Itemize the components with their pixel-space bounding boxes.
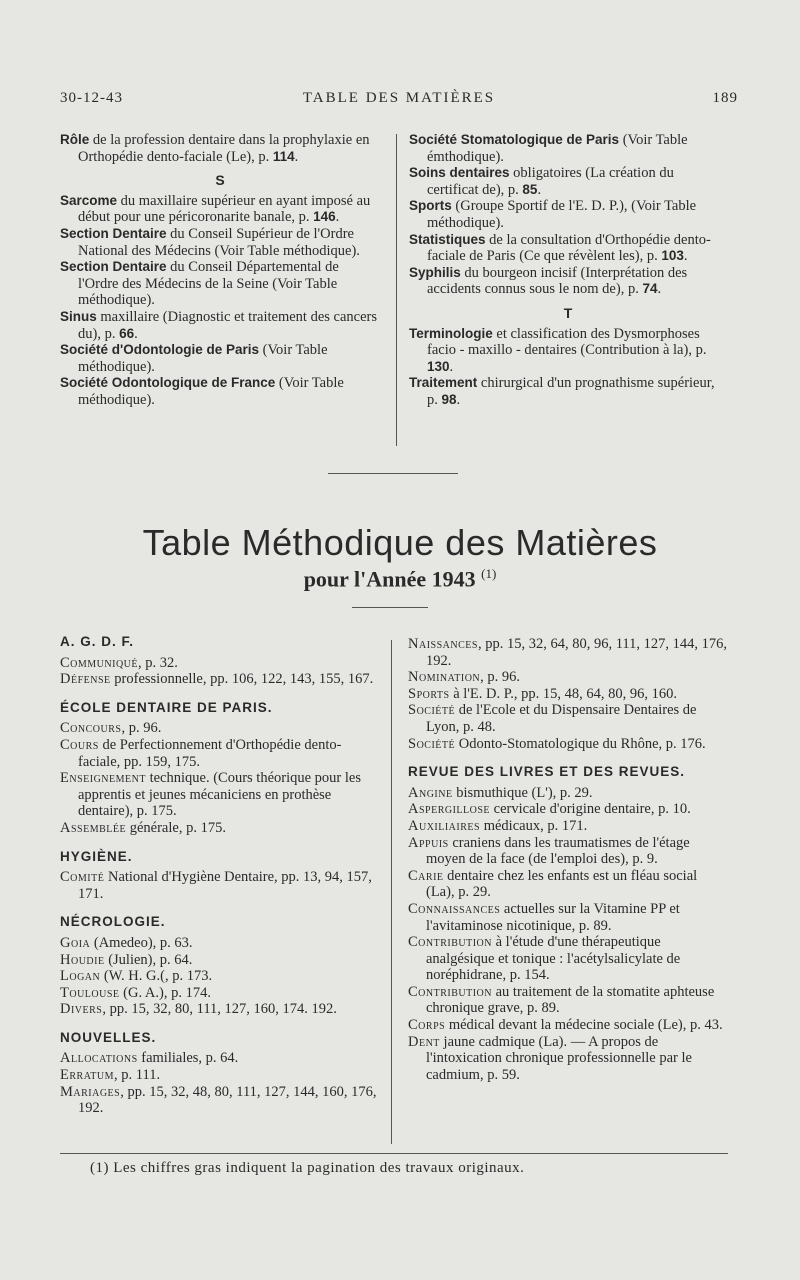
entry-text: générale, p. 175.	[126, 819, 226, 836]
entry-text: et classification des Dysmorphoses facio - maxillo - dentaires (Contribution à la), p.	[427, 325, 707, 359]
index-entry	[408, 984, 728, 1017]
entry-keyword: Connaissances	[408, 900, 501, 917]
entry-keyword: Toulouse	[60, 984, 120, 1001]
section-heading-revue: REVUE DES LIVRES ET DES REVUES.	[408, 764, 686, 780]
index-entry	[60, 1067, 378, 1084]
letter-heading-t: T	[563, 304, 573, 321]
index-entry	[60, 968, 378, 985]
header-title: TABLE DES MATIÈRES	[302, 90, 496, 106]
entry-end: .	[134, 325, 138, 342]
entry-text: , pp. 15, 32, 48, 80, 111, 127, 144, 160, 176, 192.	[78, 1083, 377, 1117]
entry-keyword: Houdie	[60, 951, 105, 968]
entry-text: actuelles sur la Vitamine PP et l'avitaminose nicotinique, p. 89.	[426, 900, 680, 934]
entry-text: (Julien), p. 64.	[104, 951, 193, 968]
entry-keyword: Auxiliaires	[408, 817, 481, 834]
entry-page: 74	[642, 281, 658, 297]
entry-keyword: Mariages	[60, 1083, 121, 1100]
entry-text: du Conseil Supérieur de l'Ordre National des Médecins (Voir Table méthodique).	[78, 225, 360, 259]
entry-keyword: Contribution	[408, 934, 492, 951]
index-entry	[60, 737, 378, 770]
entry-text: technique. (Cours théorique pour les apprentis et jeunes mécaniciens en prothèse dentaire), p. 175.	[78, 770, 361, 820]
entry-text: à l'E. D. P., pp. 15, 48, 64, 80, 96, 160.	[449, 685, 677, 702]
index-entry	[408, 736, 728, 753]
entry-text: à l'étude d'une thérapeutique analgésique et tonique : l'acétylsalicylate de noréphidrane, p. 154.	[426, 934, 681, 984]
index-entry	[408, 801, 728, 818]
entry-text: (W. H. G.(, p. 173.	[100, 968, 213, 985]
index-entry	[409, 198, 727, 231]
entry-keyword: Aspergillose	[408, 801, 491, 818]
entry-text: jaune cadmique (La). — A propos de l'intoxication chronique professionnelle par le cadmium, p. 59.	[426, 1033, 692, 1083]
entry-keyword: Terminologie	[409, 325, 493, 341]
running-header	[60, 90, 738, 112]
index-entry	[408, 669, 728, 686]
entry-text: bismuthique (L'), p. 29.	[452, 784, 593, 801]
section-heading-hygiene: HYGIÈNE.	[60, 848, 133, 864]
entry-text: , p. 96.	[480, 669, 521, 686]
bottom-column-divider	[391, 640, 392, 1144]
entry-keyword: Statistiques	[409, 231, 486, 247]
letter-heading-s: S	[215, 172, 225, 189]
top-left-column	[60, 132, 380, 409]
footnote-mark: (1)	[481, 566, 497, 581]
section-heading-agdf: A. G. D. F.	[60, 634, 135, 649]
section-heading-nouvelles: NOUVELLES.	[60, 1029, 157, 1045]
entry-text: (Voir Table émthodique).	[427, 132, 688, 165]
index-entry	[60, 1050, 378, 1067]
title-underline-rule	[352, 607, 428, 608]
index-entry	[408, 901, 728, 934]
entry-text: Odonto-Stomatologique du Rhône, p. 176.	[455, 735, 706, 752]
index-entry	[60, 935, 378, 952]
entry-text: médicaux, p. 171.	[480, 817, 588, 834]
bottom-left-column	[60, 634, 378, 1117]
entry-keyword: Goia	[60, 934, 91, 951]
header-date: 30-12-43	[60, 90, 123, 106]
entry-keyword: Nomination	[408, 669, 481, 686]
entry-text: cervicale d'origine dentaire, p. 10.	[490, 801, 691, 818]
entry-text: (G. A.), p. 174.	[119, 984, 211, 1001]
entry-keyword: Sinus	[60, 308, 97, 324]
entry-keyword: Sarcome	[60, 192, 118, 208]
entry-keyword: Communiqué	[60, 654, 139, 671]
footnote: (1) Les chiffres gras indiquent la pagination des travaux originaux.	[90, 1160, 525, 1176]
entry-page: 103	[661, 248, 684, 264]
entry-keyword: Assemblée	[60, 819, 127, 836]
section-heading-ecole: ÉCOLE DENTAIRE DE PARIS.	[60, 699, 273, 715]
entry-keyword: Société Odontologique de France	[60, 375, 276, 391]
entry-page: 114	[272, 148, 295, 164]
entry-text: National d'Hygiène Dentaire, pp. 13, 94, 157, 171.	[78, 869, 372, 902]
entry-keyword: Société	[408, 735, 456, 752]
index-entry	[60, 671, 378, 688]
entry-keyword: Erratum	[60, 1067, 115, 1084]
index-entry	[408, 934, 728, 984]
entry-text: (Amedeo), p. 63.	[90, 934, 193, 951]
index-entry	[60, 193, 380, 226]
entry-keyword: Contribution	[408, 983, 492, 1000]
entry-page: 146	[313, 209, 336, 225]
index-entry	[60, 226, 380, 259]
entry-text: de la consultation d'Orthopédie dento-faciale de Paris (Ce que révèlent les), p.	[427, 231, 711, 265]
entry-keyword: Concours	[60, 720, 122, 737]
index-entry	[60, 1001, 378, 1018]
entry-keyword: Cours	[60, 736, 99, 753]
entry-keyword: Appuis	[408, 834, 449, 851]
entry-keyword: Syphilis	[409, 264, 461, 280]
entry-text: (Voir Table méthodique).	[78, 342, 328, 375]
entry-page: 85	[522, 181, 538, 197]
entry-keyword: Société	[408, 702, 456, 719]
index-entry	[60, 375, 380, 408]
top-right-column	[409, 132, 727, 409]
index-entry	[60, 952, 378, 969]
entry-text: (Voir Table méthodique).	[78, 375, 344, 408]
index-entry	[409, 132, 727, 165]
index-entry	[408, 636, 728, 669]
index-entry	[60, 309, 380, 342]
entry-keyword: Traitement	[409, 375, 478, 391]
entry-text: du Conseil Départemental de l'Ordre des Médecins de la Seine (Voir Table méthodique).	[78, 259, 339, 309]
index-entry	[409, 375, 727, 408]
entry-keyword: Sports	[409, 198, 452, 214]
index-entry	[60, 1084, 378, 1117]
section-title: Table Méthodique des Matières	[142, 522, 658, 563]
entry-text: , pp. 15, 32, 80, 111, 127, 160, 174. 192.	[102, 1001, 337, 1018]
entry-keyword: Sports	[408, 685, 450, 702]
entry-keyword: Enseignement	[60, 770, 146, 787]
entry-end: .	[449, 358, 454, 375]
index-entry	[60, 342, 380, 375]
entry-text: du maxillaire supérieur en ayant imposé au début pour une péricoronarite banale, p.	[78, 192, 371, 226]
entry-keyword: Rôle	[60, 132, 90, 147]
entry-end: .	[294, 148, 299, 165]
index-entry	[60, 259, 380, 309]
section-separator-rule	[328, 473, 458, 474]
index-entry	[408, 702, 728, 735]
entry-keyword: Logan	[60, 968, 101, 985]
index-entry	[408, 868, 728, 901]
top-column-divider	[396, 134, 397, 446]
index-entry	[409, 326, 727, 376]
entry-text: maxillaire (Diagnostic et traitement des cancers du), p.	[78, 308, 377, 342]
index-entry	[60, 869, 378, 902]
entry-end: .	[657, 281, 662, 298]
entry-keyword: Dent	[408, 1033, 440, 1050]
entry-end: .	[537, 181, 542, 198]
index-entry	[408, 1017, 728, 1034]
entry-text: , p. 96.	[121, 720, 162, 737]
footnote-rule	[60, 1153, 728, 1154]
entry-text: médical devant la médecine sociale (Le), p. 43.	[445, 1017, 723, 1034]
index-entry	[60, 770, 378, 820]
entry-text: craniens dans les traumatismes de l'étage moyen de la face (de l'emploi des), p. 9.	[426, 834, 690, 868]
entry-keyword: Carie	[408, 867, 444, 884]
index-entry	[408, 1034, 728, 1084]
entry-page: 130	[427, 358, 450, 374]
entry-keyword: Allocations	[60, 1050, 138, 1067]
entry-text: du bourgeon incisif (Interprétation des accidents connus sous le nom de), p.	[427, 264, 688, 298]
entry-text: , p. 111.	[114, 1067, 161, 1084]
entry-text: familiales, p. 64.	[137, 1050, 239, 1067]
entry-text: professionnelle, pp. 106, 122, 143, 155, 167.	[110, 671, 374, 688]
index-entry	[409, 232, 727, 265]
entry-keyword: Défense	[60, 671, 111, 688]
index-entry	[60, 720, 378, 737]
entry-text: de Perfectionnement d'Orthopédie dento-faciale, pp. 159, 175.	[78, 736, 342, 770]
entry-end: .	[335, 209, 340, 226]
index-entry	[60, 820, 378, 837]
bottom-right-column	[408, 636, 728, 1083]
index-entry	[408, 835, 728, 868]
entry-page: 98	[441, 391, 457, 407]
entry-keyword: Société d'Odontologie de Paris	[60, 342, 259, 358]
entry-keyword: Divers	[60, 1001, 103, 1018]
entry-end: .	[683, 248, 688, 265]
entry-keyword: Naissances	[408, 636, 478, 652]
index-entry	[60, 132, 380, 165]
entry-keyword: Comité	[60, 869, 105, 886]
index-entry	[408, 785, 728, 802]
entry-text: , pp. 15, 32, 64, 80, 96, 111, 127, 144, 176, 192.	[426, 636, 727, 669]
index-entry	[60, 985, 378, 1002]
entry-keyword: Corps	[408, 1017, 446, 1034]
index-entry	[60, 655, 378, 672]
entry-keyword: Section Dentaire	[60, 259, 167, 275]
section-subtitle	[0, 566, 800, 592]
index-entry	[408, 686, 728, 703]
entry-keyword: Société Stomatologique de Paris	[409, 132, 620, 147]
entry-text: au traitement de la stomatite aphteuse chronique grave, p. 89.	[426, 983, 715, 1017]
entry-keyword: Angine	[408, 784, 453, 801]
entry-text: obligatoires (La création du certificat de), p.	[427, 165, 674, 198]
header-page-number: 189	[712, 90, 738, 106]
subtitle-text: pour l'Année 1943	[303, 566, 476, 592]
entry-keyword: Soins dentaires	[409, 165, 510, 181]
entry-text: dentaire chez les enfants est un fléau social (La), p. 29.	[426, 867, 698, 901]
entry-text: chirurgical d'un prognathisme supérieur, p.	[427, 375, 715, 408]
index-entry	[409, 265, 727, 298]
entry-end: .	[456, 391, 461, 408]
entry-keyword: Section Dentaire	[60, 225, 167, 241]
section-heading-necrologie: NÉCROLOGIE.	[60, 914, 166, 930]
index-entry	[409, 165, 727, 198]
entry-text: de l'Ecole et du Dispensaire Dentaires de Lyon, p. 48.	[426, 702, 697, 735]
index-entry	[408, 818, 728, 835]
entry-text: , p. 32.	[138, 654, 178, 671]
entry-page: 66	[119, 325, 135, 341]
entry-text: (Groupe Sportif de l'E. D. P.), (Voir Table méthodique).	[427, 198, 697, 231]
entry-text: de la profession dentaire dans la prophylaxie en Orthopédie dento-faciale (Le), p.	[78, 132, 370, 165]
